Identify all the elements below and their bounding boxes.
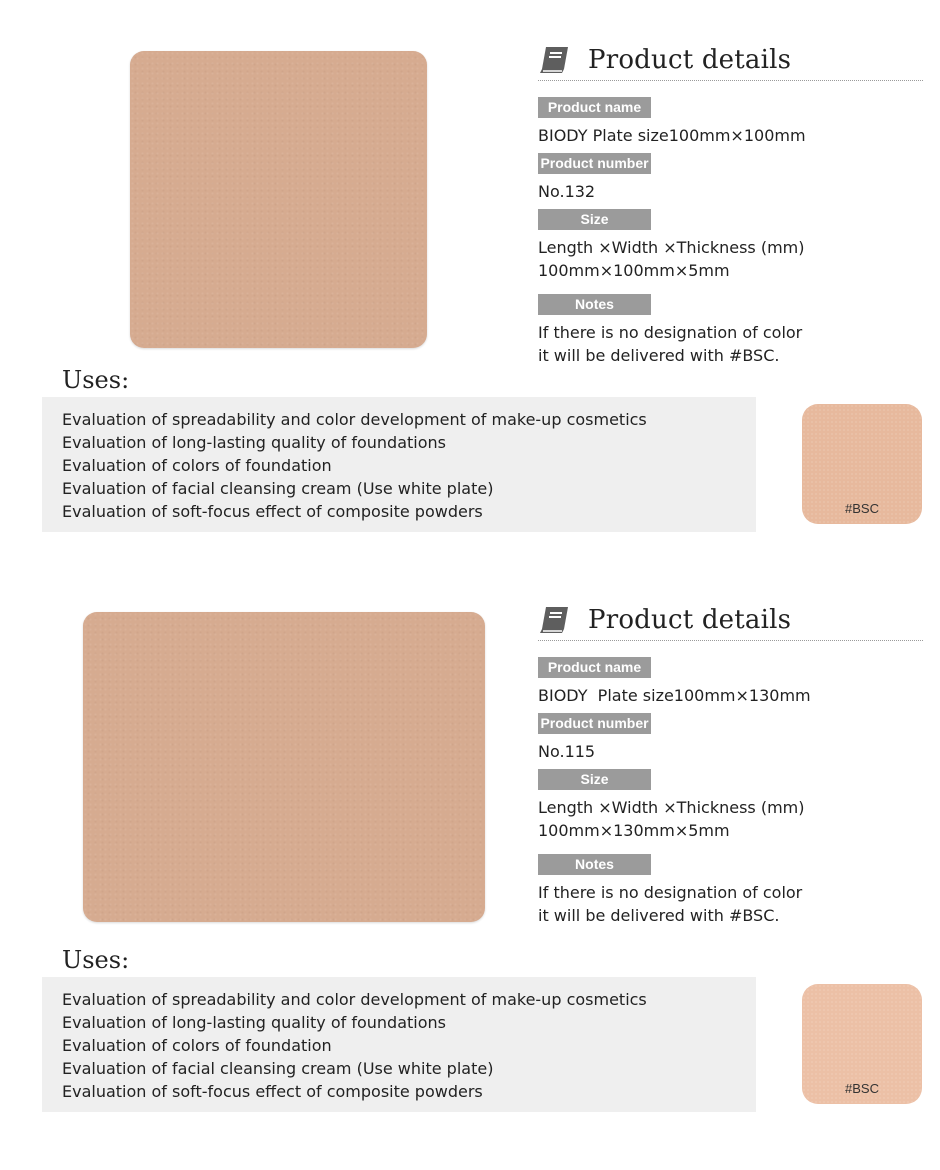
color-swatch	[802, 984, 922, 1104]
uses-title: Uses:	[62, 946, 130, 974]
color-swatch	[802, 404, 922, 524]
size-label: Size	[538, 769, 651, 790]
list-item: Evaluation of colors of foundation	[62, 1036, 332, 1055]
swatch-label: #BSC	[845, 501, 879, 516]
book-icon	[538, 605, 572, 635]
product-name-label: Product name	[538, 657, 651, 678]
size-value-line-1: Length ×Width ×Thickness (mm)	[538, 798, 805, 817]
notes-value-line-2: it will be delivered with #BSC.	[538, 906, 780, 925]
details-title: Product details	[588, 45, 792, 75]
product-number-value: No.132	[538, 182, 596, 201]
product-number-label: Product number	[538, 713, 651, 734]
notes-value-line-1: If there is no designation of color	[538, 323, 803, 342]
list-item: Evaluation of long-lasting quality of foundations	[62, 433, 446, 452]
list-item: Evaluation of facial cleansing cream (Use white plate)	[62, 479, 494, 498]
product-plate-image	[130, 51, 427, 348]
size-value-line-2: 100mm×130mm×5mm	[538, 821, 730, 840]
notes-label: Notes	[538, 294, 651, 315]
list-item: Evaluation of colors of foundation	[62, 456, 332, 475]
size-value-line-2: 100mm×100mm×5mm	[538, 261, 730, 280]
list-item: Evaluation of spreadability and color development of make-up cosmetics	[62, 990, 647, 1009]
product-number-value: No.115	[538, 742, 596, 761]
product-name-value: BIODY Plate size100mm×100mm	[538, 126, 806, 145]
product-name-value: BIODY Plate size100mm×130mm	[538, 686, 811, 705]
details-header	[538, 40, 923, 81]
notes-value-line-2: it will be delivered with #BSC.	[538, 346, 780, 365]
list-item: Evaluation of long-lasting quality of foundations	[62, 1013, 446, 1032]
details-title: Product details	[588, 605, 792, 635]
size-label: Size	[538, 209, 651, 230]
list-item: Evaluation of soft-focus effect of composite powders	[62, 502, 483, 521]
product-name-label: Product name	[538, 97, 651, 118]
list-item: Evaluation of soft-focus effect of composite powders	[62, 1082, 483, 1101]
book-icon	[538, 45, 572, 75]
uses-title: Uses:	[62, 366, 130, 394]
size-value-line-1: Length ×Width ×Thickness (mm)	[538, 238, 805, 257]
notes-label: Notes	[538, 854, 651, 875]
uses-list	[42, 977, 756, 1112]
notes-value-line-1: If there is no designation of color	[538, 883, 803, 902]
product-plate-image	[83, 612, 485, 922]
product-number-label: Product number	[538, 153, 651, 174]
product-section-1	[0, 0, 940, 560]
product-section-2	[0, 580, 940, 1140]
product-details	[538, 600, 923, 933]
product-details	[538, 40, 923, 373]
list-item: Evaluation of spreadability and color development of make-up cosmetics	[62, 410, 647, 429]
uses-list	[42, 397, 756, 532]
details-header	[538, 600, 923, 641]
list-item: Evaluation of facial cleansing cream (Use white plate)	[62, 1059, 494, 1078]
swatch-label: #BSC	[845, 1081, 879, 1096]
